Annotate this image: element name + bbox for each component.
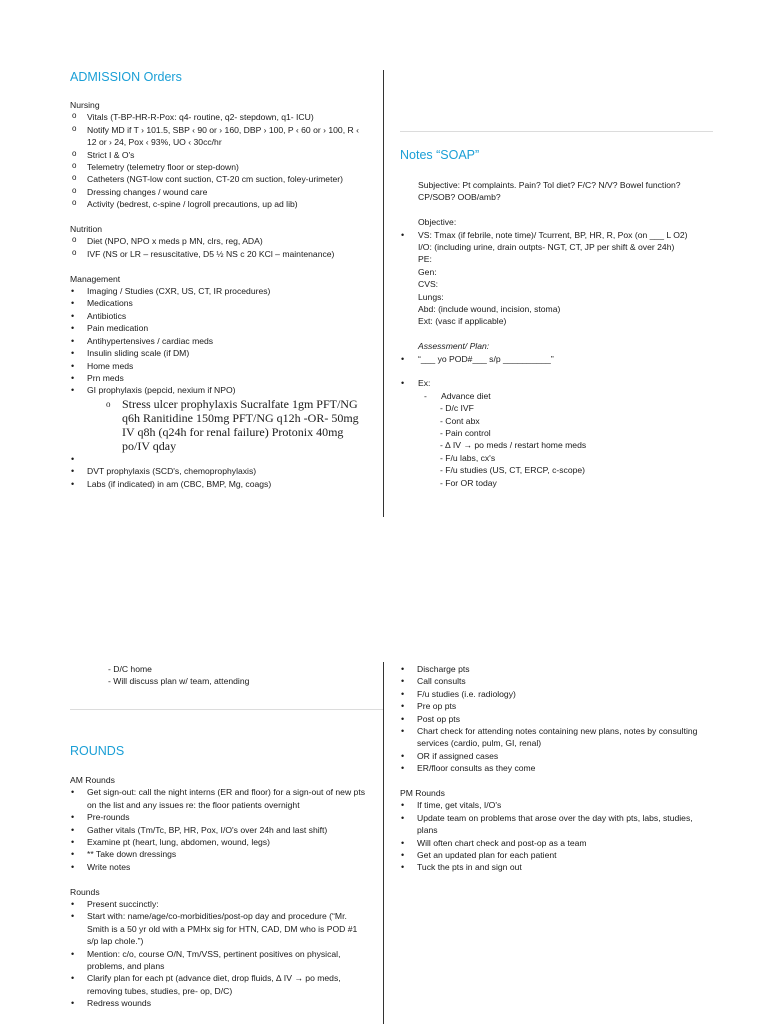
subjective-text: Subjective: Pt complaints. Pain? Tol diet? F/C? N/V? Bowel function? CP/SOB? OOB/amb? (418, 180, 681, 203)
soap-heading: Notes “SOAP” (400, 148, 480, 162)
page1-column-divider (383, 70, 384, 517)
text-line: - F/u labs, cx's (440, 452, 496, 463)
pm-rounds-list (400, 799, 700, 873)
rounds-title: Rounds (70, 886, 100, 897)
text-line: - D/C home (108, 664, 152, 674)
list-item: • ER/floor consults as they come (400, 762, 700, 774)
text-line: Lungs: (418, 291, 444, 302)
text-line: - D/c IVF (440, 403, 474, 414)
list-item: • “___ yo POD#___ s/p __________” (400, 353, 700, 365)
objective-title: Objective: (418, 217, 457, 228)
list-item: • VS: Tmax (if febrile, note time)/ Tcurrent, BP, HR, R, Pox (on ___ L O2) (400, 229, 703, 241)
list-item: • If time, get vitals, I/O's (400, 799, 700, 811)
list-item: o Diet (NPO, NPO x meds p MN, clrs, reg, ADA) (70, 235, 370, 247)
rounds-heading: ROUNDS (70, 744, 125, 758)
list-item: • Discharge pts (400, 663, 700, 675)
list-item: • Tuck the pts in and sign out (400, 861, 700, 873)
list-item: • F/u studies (i.e. radiology) (400, 688, 700, 700)
management-list (70, 285, 370, 397)
list-item: • Pain medication (70, 322, 370, 334)
example-first-item: Advance diet (441, 390, 491, 401)
list-item: • Start with: name/age/co-morbidities/post-op day and procedure (“Mr. Smith is a 50 yr old with a PMHx sig for HTN, CAD, DM who is POD #1 s/p lap chole.”) (70, 910, 370, 947)
list-item: • OR if assigned cases (400, 750, 700, 762)
list-item: • Insulin sliding scale (if DM) (70, 347, 370, 359)
text-line: - Will discuss plan w/ team, attending (108, 676, 250, 687)
list-item: • Chart check for attending notes containing new plans, notes by consulting services (cardio, pulm, GI, renal) (400, 725, 700, 750)
list-item: • Get an updated plan for each patient (400, 849, 700, 861)
rounds-section (70, 744, 370, 1010)
text-line: Abd: (include wound, incision, stoma) (418, 304, 561, 315)
list-item: • Ex: (400, 377, 700, 389)
list-item: o IVF (NS or LR – resuscitative, D5 ½ NS c 20 KCl – maintenance) (70, 248, 370, 260)
objective-lines (400, 241, 700, 328)
text-line: CVS: (418, 279, 439, 290)
text-line: Ext: (vasc if applicable) (418, 316, 507, 327)
text-line: - Pain control (440, 428, 491, 439)
list-item: o Strict I & O's (70, 149, 370, 161)
list-item: o Catheters (NGT-low cont suction, CT-20 cm suction, foley-urimeter) (70, 173, 370, 185)
assessment-list (400, 353, 700, 365)
list-item: • Antibiotics (70, 310, 370, 322)
pm-rounds-title: PM Rounds (400, 788, 445, 799)
admission-orders-heading: ADMISSION Orders (70, 70, 182, 84)
list-item: o Telemetry (telemetry floor or step-down) (70, 161, 370, 173)
example-first-line (400, 390, 700, 402)
list-item: • Examine pt (heart, lung, abdomen, wound, legs) (70, 836, 370, 848)
list-item: • Post op pts (400, 713, 700, 725)
nursing-list (70, 111, 370, 210)
list-item: • Update team on problems that arose over the day with pts, labs, studies, plans (400, 812, 700, 837)
text-line: I/O: (including urine, drain outpts- NGT, CT, JP per shift & over 24h) (418, 242, 675, 253)
soap-notes-section (400, 148, 700, 489)
list-item: • Present succinctly: (70, 898, 370, 910)
nutrition-list (70, 235, 370, 260)
admission-orders-section (70, 70, 370, 490)
am-rounds-list (70, 786, 370, 873)
text-line: - Cont abx (440, 415, 480, 426)
list-item: • Medications (70, 297, 370, 309)
list-item: o Vitals (T-BP-HR-R-Pox: q4- routine, q2- stepdown, q1- ICU) (70, 111, 370, 123)
text-line: PE: (418, 254, 432, 265)
text-line: - ∆ IV → po meds / restart home meds (440, 440, 587, 451)
dash-marker: - (424, 390, 427, 401)
list-item: • Pre-rounds (70, 811, 370, 823)
continued-plan (108, 663, 378, 688)
list-item: • Redress wounds (70, 997, 370, 1009)
daily-tasks-section (400, 663, 700, 874)
list-item: • GI prophylaxis (pepcid, nexium if NPO) (70, 384, 370, 396)
nursing-title: Nursing (70, 100, 100, 110)
list-item: • DVT prophylaxis (SCD's, chemoprophylaxis) (70, 465, 370, 477)
rounds-list (70, 898, 370, 1010)
management-list-continued (70, 453, 370, 490)
list-item: o Activity (bedrest, c-spine / logroll precautions, up ad lib) (70, 198, 370, 210)
list-item: o Notify MD if T › 101.5, SBP ‹ 90 or › 160, DBP › 100, P ‹ 60 or › 100, R ‹ 12 or › 24, Pox ‹ 93%, UO ‹ 30cc/hr (70, 124, 370, 149)
list-item: • Labs (if indicated) in am (CBC, BMP, Mg, coags) (70, 478, 370, 490)
list-item: • Get sign-out: call the night interns (ER and floor) for a sign-out of new pts on the list and any issues re: the floor patients overnight (70, 786, 370, 811)
page1-right-divider (400, 131, 713, 132)
example-items (400, 402, 700, 489)
list-item: • Gather vitals (Tm/Tc, BP, HR, Pox, I/O's over 24h and last shift) (70, 824, 370, 836)
text-line: - For OR today (440, 477, 497, 488)
objective-list (400, 229, 700, 241)
list-item: • ** Take down dressings (70, 848, 370, 860)
text-line: Gen: (418, 266, 437, 277)
list-item: • Home meds (70, 360, 370, 372)
am-rounds-title: AM Rounds (70, 775, 115, 785)
management-title: Management (70, 273, 121, 284)
page2-left-divider (70, 709, 383, 710)
list-item: • Call consults (400, 675, 700, 687)
gi-prophylaxis-detail: o Stress ulcer prophylaxis Sucralfate 1gm PFT/NG q6h Ranitidine 150mg PFT/NG q12h -OR- 50mg IV q8h (q24h for renal failure) Protonix 40mg po/IV qday (70, 397, 362, 453)
example-list (400, 377, 700, 389)
list-item: • Write notes (70, 861, 370, 873)
list-item: • Clarify plan for each pt (advance diet, drop fluids, ∆ IV → po meds, removing tubes, studies, pre- op, D/C) (70, 972, 370, 997)
list-item: • Pre op pts (400, 700, 700, 712)
list-item: • Imaging / Studies (CXR, US, CT, IR procedures) (70, 285, 370, 297)
nutrition-title: Nutrition (70, 224, 102, 235)
list-item: • Prn meds (70, 372, 370, 384)
list-item: • Mention: c/o, course O/N, Tm/VSS, pertinent positives on physical, problems, and plans (70, 948, 370, 973)
assessment-title: Assessment/ Plan: (418, 341, 490, 352)
list-item: o Dressing changes / wound care (70, 186, 370, 198)
page2-column-divider (383, 662, 384, 1024)
list-item: • Will often chart check and post-op as a team (400, 837, 700, 849)
list-item (70, 453, 370, 465)
daily-tasks-list (400, 663, 700, 775)
list-item: • Antihypertensives / cardiac meds (70, 335, 370, 347)
text-line: - F/u studies (US, CT, ERCP, c-scope) (440, 465, 586, 476)
